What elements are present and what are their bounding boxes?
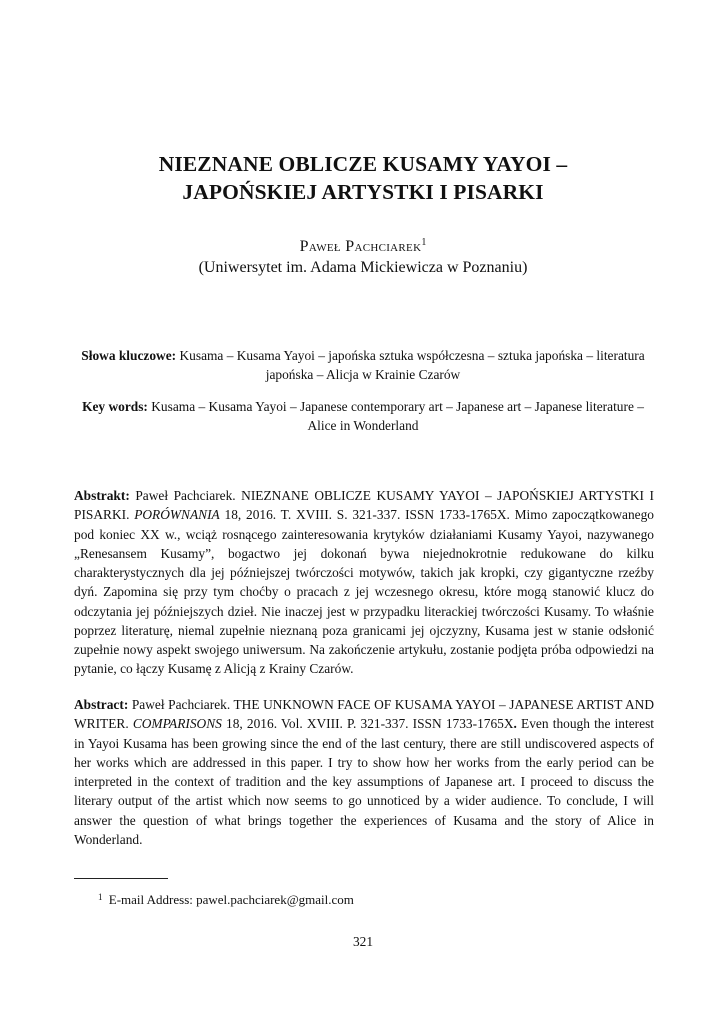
footnote bbox=[98, 891, 648, 908]
author-footnote-mark: 1 bbox=[421, 237, 427, 248]
footnote-separator bbox=[74, 878, 168, 879]
title-line-1: NIEZNANE OBLICZE KUSAMY YAYOI – bbox=[158, 152, 568, 176]
abstract-polish-journal: PORÓWNANIA bbox=[134, 507, 220, 523]
title-line-2: JAPOŃSKIEJ ARTYSTKI I PISARKI bbox=[182, 180, 544, 204]
keywords-english-label: Key words: bbox=[82, 399, 148, 414]
abstract-polish-label: Abstrakt: bbox=[74, 488, 130, 503]
abstract-english-part3: Even though the interest in Yayoi Kusama has been growing since the end of the last century, there are still undiscovered aspects of her works which are addressed in this paper. I try to show how her works from the early period can be interpreted in the context of tradition and the key assumptions of Japanese art. I proceed to discuss the literary output of the artist which now seems to go unnoticed by a wider audience. To conclude, I will answer the question of what brings together the experiences of Kusama and the story of Alice in Wonderland. bbox=[74, 716, 655, 847]
footnote-text: E-mail Address: pawel.pachciarek@gmail.com bbox=[105, 892, 354, 907]
keywords-english bbox=[72, 397, 654, 435]
author-block bbox=[0, 236, 726, 278]
author-name: Paweł Pachciarek bbox=[299, 238, 422, 255]
keywords-polish bbox=[72, 346, 654, 384]
abstract-english-period: . bbox=[513, 716, 517, 732]
abstract-english-part2: 18, 2016. Vol. XVIII. P. 321-337. ISSN 1733-1765X bbox=[221, 716, 514, 732]
abstract-english-journal: COMPARISONS bbox=[132, 716, 222, 732]
abstract-polish bbox=[74, 486, 654, 679]
abstract-english-label: Abstract: bbox=[74, 697, 129, 712]
article-title bbox=[0, 150, 726, 206]
footnote-mark: 1 bbox=[98, 892, 103, 902]
abstract-polish-part1: Paweł Pachciarek. NIEZNANE OBLICZE KUSAMY YAYOI – JAPOŃSKIEJ ARTYSTKI I PISARKI. bbox=[74, 488, 654, 523]
page-number: 321 bbox=[352, 934, 374, 949]
keywords-polish-label: Słowa kluczowe: bbox=[81, 348, 177, 363]
abstract-english-part1: Paweł Pachciarek. THE UNKNOWN FACE OF KUSAMA YAYOI – JAPANESE ARTIST AND WRITER. bbox=[74, 697, 654, 732]
keywords-polish-text: Kusama – Kusama Yayoi – japońska sztuka współczesna – sztuka japońska – literatura japońska – Alicja w Krainie Czarów bbox=[176, 348, 645, 382]
abstract-polish-part2: 18, 2016. T. XVIII. S. 321-337. ISSN 1733-1765X. Mimo zapoczątkowanego pod koniec XX w., wciąż rosnącego zainteresowania krytyków działaniami Kusamy Yayoi, nazywanego „Renesansem Kusamy”, bogactwo jej dokonań bywa niejednokrotnie redukowane do kilku charakterystycznych dla jej późniejszej twórczości motywów, takich jak kropki, czy gigantyczne rzeźby dyń. Zapomina się przy tym choćby o pracach z jej wczesnego okresu, które mogą stanowić klucz do odczytania jej późniejszych dzieł. Nie inaczej jest w przypadku literackiej twórczości Kusamy. To właśnie poprzez literaturę, niemal zupełnie nieznaną poza granicami jej ojczyzny, Kusama jest w stanie odsłonić zupełnie nowy aspekt swojego uniwersum. Na zakończenie artykułu, zostanie podjęta próba odpowiedzi na pytanie, co łączy Kusamę z Alicją z Krainy Czarów. bbox=[74, 507, 655, 677]
abstract-english bbox=[74, 695, 654, 849]
author-affiliation: (Uniwersytet im. Adama Mickiewicza w Poznaniu) bbox=[198, 259, 528, 276]
keywords-english-text: Kusama – Kusama Yayoi – Japanese contemporary art – Japanese art – Japanese literature – Alice in Wonderland bbox=[147, 399, 644, 433]
